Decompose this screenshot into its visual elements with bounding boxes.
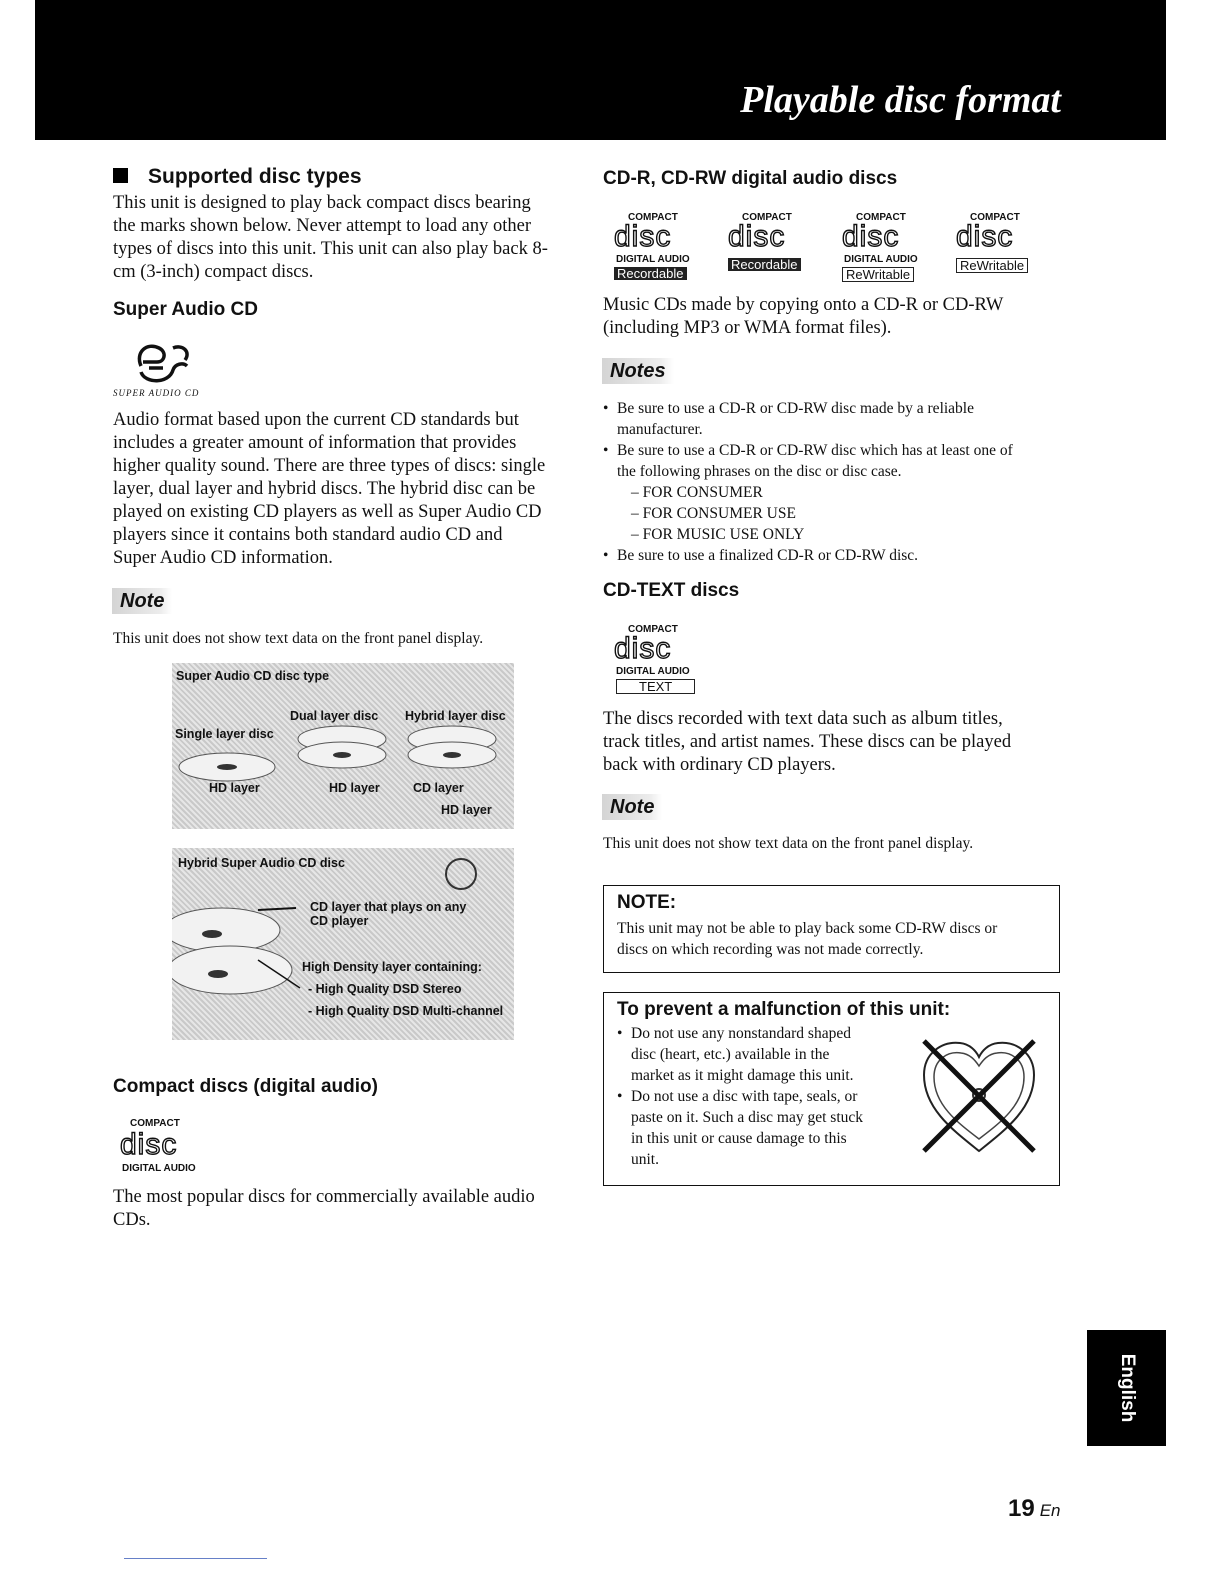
footer-divider <box>124 1558 267 1559</box>
logo-disc-text: disc <box>614 220 672 253</box>
cdr-heading: CD-R, CD-RW digital audio discs <box>603 168 898 189</box>
logo-compact-text: COMPACT <box>130 1118 180 1129</box>
text-line: types of discs into this unit. This unit can also play back 8- <box>113 239 548 259</box>
warning-box <box>603 992 1060 1186</box>
note-label-right <box>602 796 662 819</box>
note-item <box>603 398 1073 440</box>
logo-text-tag: TEXT <box>616 679 695 694</box>
sacd-logo-icon <box>113 338 213 388</box>
text-line: • Be sure to use a CD-R or CD-RW disc which has at least one of <box>617 442 1013 459</box>
text-line: Music CDs made by copying onto a CD-R or CD-RW <box>603 295 1004 315</box>
section-heading <box>113 165 362 189</box>
text-line: This unit is designed to play back compact discs bearing <box>113 193 531 213</box>
cdr-paragraph <box>603 294 1063 340</box>
cdtext-paragraph <box>603 708 1063 777</box>
page-number-suffix: En <box>1039 1501 1061 1520</box>
sacd-paragraph <box>113 409 583 570</box>
language-tab <box>1087 1330 1166 1446</box>
text-line: includes a greater amount of information that provides <box>113 433 517 453</box>
cd-paragraph <box>113 1186 583 1232</box>
text-line: players since it contains both standard audio CD and <box>113 525 503 545</box>
hybrid-layer-label: Hybrid layer disc <box>405 709 506 723</box>
figure-disc-types <box>172 663 514 829</box>
text-line: paste on it. Such a disc may get stuck <box>631 1109 864 1126</box>
section-title: Supported disc types <box>148 165 362 188</box>
logo-compact-text: COMPACT <box>970 212 1020 223</box>
note-box-title: NOTE: <box>617 892 677 913</box>
logo-rewritable-tag: ReWritable <box>842 267 914 282</box>
note-box-text <box>617 918 1057 960</box>
sacd-heading: Super Audio CD <box>113 299 258 320</box>
logo-digital-audio-text: DIGITAL AUDIO <box>616 254 690 265</box>
cd-rw-logo <box>956 212 1056 284</box>
cd-layer-label: CD layer <box>413 781 464 795</box>
page-title: Playable disc format <box>740 79 1061 121</box>
notes-label: Notes <box>602 358 674 384</box>
text-line: (including MP3 or WMA format files). <box>603 318 892 338</box>
cd-layer-line-1: CD layer that plays on any <box>310 900 467 914</box>
logo-compact-text: COMPACT <box>742 212 792 223</box>
language-tab-label: English <box>1116 1353 1138 1423</box>
intro-paragraph <box>113 192 583 284</box>
text-line: Super Audio CD information. <box>113 548 333 568</box>
warning-item <box>617 1086 907 1170</box>
logo-recordable-tag: Recordable <box>728 258 801 271</box>
notes-label-right <box>602 360 674 383</box>
text-line: in this unit or cause damage to this <box>631 1130 847 1147</box>
square-bullet-icon <box>113 168 128 183</box>
phrase-item: – FOR CONSUMER <box>631 484 763 501</box>
logo-disc-text: disc <box>728 220 786 253</box>
text-line: market as it might damage this unit. <box>631 1067 854 1084</box>
dsd-stereo-label: - High Quality DSD Stereo <box>308 982 462 996</box>
warning-box-title: To prevent a malfunction of this unit: <box>617 999 951 1020</box>
dsd-multichannel-label: - High Quality DSD Multi-channel <box>308 1004 504 1018</box>
text-line: back with ordinary CD players. <box>603 755 836 775</box>
sacd-logo-caption: SUPER AUDIO CD <box>113 388 200 398</box>
text-line: unit. <box>631 1151 659 1168</box>
sacd-logo <box>113 338 213 400</box>
text-line: • Do not use a disc with tape, seals, or <box>631 1088 858 1105</box>
text-line: disc (heart, etc.) available in the <box>631 1046 830 1063</box>
logo-disc-text: disc <box>120 1128 178 1161</box>
warning-list <box>617 1023 907 1170</box>
text-line: discs on which recording was not made correctly. <box>617 941 924 958</box>
warning-item <box>617 1023 907 1086</box>
note-item <box>603 545 1073 566</box>
logo-digital-audio-text: DIGITAL AUDIO <box>616 666 690 677</box>
text-line: the following phrases on the disc or disc case. <box>617 463 902 480</box>
note-label: Note <box>602 794 662 820</box>
text-line: Audio format based upon the current CD standards but <box>113 410 519 430</box>
cdtext-heading: CD-TEXT discs <box>603 580 740 601</box>
phrase-item: – FOR MUSIC USE ONLY <box>631 526 805 543</box>
note-label: Note <box>112 588 172 614</box>
text-line: cm (3-inch) compact discs. <box>113 262 314 282</box>
cd-rw-digital-audio-logo <box>842 212 942 284</box>
text-line: manufacturer. <box>617 421 703 438</box>
logo-recordable-tag: Recordable <box>614 267 687 280</box>
logo-rewritable-tag: ReWritable <box>956 258 1028 273</box>
page-number-value: 19 <box>1008 1495 1035 1522</box>
phrase-item: – FOR CONSUMER USE <box>631 505 796 522</box>
note-text-left: This unit does not show text data on the front panel display. <box>113 630 484 647</box>
cd-text-logo <box>614 624 714 696</box>
text-line: • Do not use any nonstandard shaped <box>631 1025 851 1042</box>
logo-compact-text: COMPACT <box>628 212 678 223</box>
page-number <box>1008 1495 1061 1523</box>
no-heart-disc-icon <box>914 1033 1044 1159</box>
text-line: The discs recorded with text data such as album titles, <box>603 709 1003 729</box>
cd-r-logo <box>728 212 828 284</box>
compact-disc-logo <box>120 1118 220 1178</box>
text-line: higher quality sound. There are three types of discs: single <box>113 456 546 476</box>
note-text-right: This unit does not show text data on the front panel display. <box>603 835 974 852</box>
logo-digital-audio-text: DIGITAL AUDIO <box>844 254 918 265</box>
page-header <box>35 0 1166 140</box>
text-line: CDs. <box>113 1210 151 1230</box>
hd-layer-label: HD layer <box>329 781 380 795</box>
dual-layer-label: Dual layer disc <box>290 709 379 723</box>
note-box <box>603 885 1060 973</box>
cd-layer-line-2: CD player <box>310 914 369 928</box>
single-layer-label: Single layer disc <box>175 727 274 741</box>
text-line: played on existing CD players as well as Super Audio CD <box>113 502 542 522</box>
hd-layer-description: High Density layer containing: <box>302 960 482 974</box>
text-line: The most popular discs for commercially available audio <box>113 1187 535 1207</box>
cd-r-digital-audio-logo <box>614 212 714 284</box>
text-line: track titles, and artist names. These discs can be played <box>603 732 1012 752</box>
logo-compact-text: COMPACT <box>628 624 678 635</box>
note-label-left <box>112 590 172 613</box>
logo-compact-text: COMPACT <box>856 212 906 223</box>
logo-disc-text: disc <box>956 220 1014 253</box>
logo-disc-text: disc <box>614 632 672 665</box>
note-item <box>603 440 1073 545</box>
text-line: the marks shown below. Never attempt to load any other <box>113 216 532 236</box>
figure-title: Super Audio CD disc type <box>176 669 330 683</box>
logo-disc-text: disc <box>842 220 900 253</box>
figure-hybrid-disc <box>172 848 514 1040</box>
hd-layer-label: HD layer <box>209 781 260 795</box>
text-line: • Be sure to use a CD-R or CD-RW disc made by a reliable <box>617 400 974 417</box>
notes-list <box>603 398 1073 566</box>
logo-digital-audio-text: DIGITAL AUDIO <box>122 1163 196 1174</box>
text-line: This unit may not be able to play back some CD-RW discs or <box>617 920 998 937</box>
text-line: • Be sure to use a finalized CD-R or CD-RW disc. <box>617 547 919 564</box>
text-line: layer, dual layer and hybrid discs. The hybrid disc can be <box>113 479 536 499</box>
figure-title: Hybrid Super Audio CD disc <box>178 856 345 870</box>
cd-heading: Compact discs (digital audio) <box>113 1076 378 1097</box>
hd-layer-label: HD layer <box>441 803 492 817</box>
